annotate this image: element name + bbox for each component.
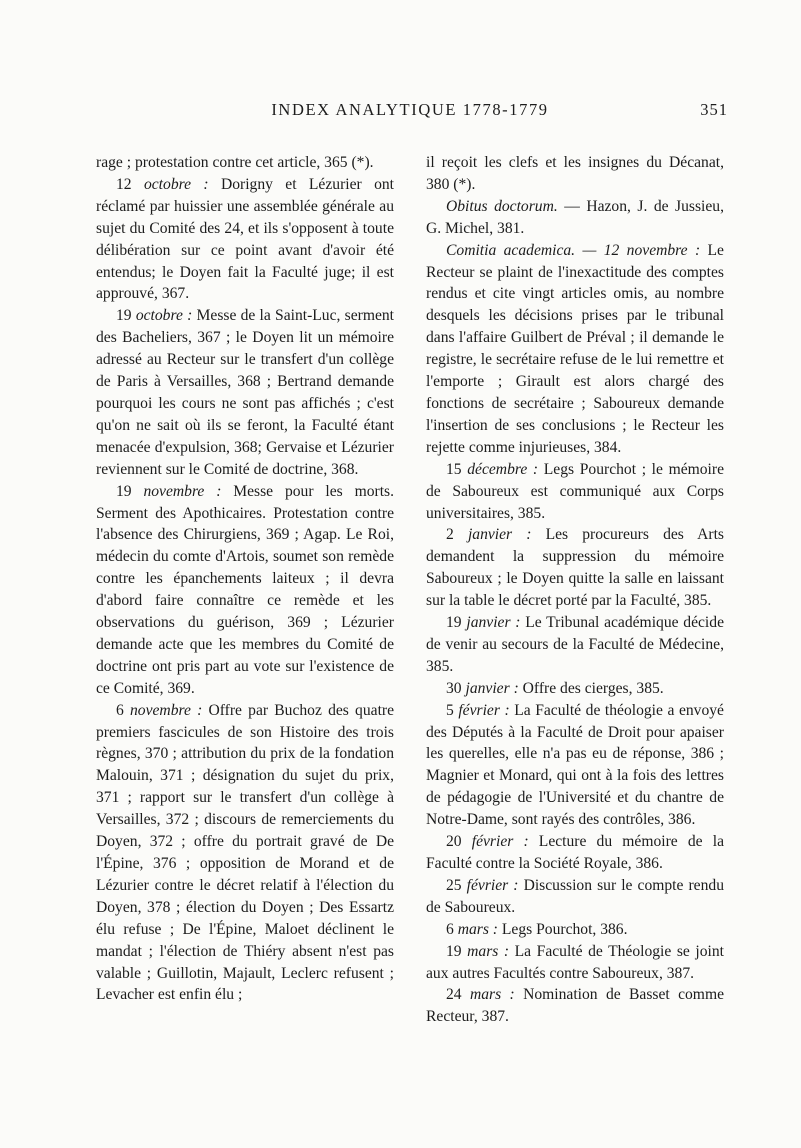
entry-date: octobre : <box>135 307 193 325</box>
entry-date: février : <box>466 876 519 894</box>
left-column <box>96 152 394 1006</box>
index-entry: 19 janvier : Le Tribunal académique décide de venir au secours de la Faculté de Médecine, 385. <box>426 614 724 675</box>
entry-date: mars : <box>457 920 498 938</box>
index-entry: rage ; protestation contre cet article, 365 (*). <box>96 154 374 171</box>
entry-date: novembre : <box>130 701 203 719</box>
index-entry: 12 octobre : Dorigny et Lézurier ont réclamé par huissier une assemblée générale au sujet du Comité des 24, et ils s'opposent à toute délibération sur ce point avant d'avoir été entendus; le Doyen fait la Faculté juge; il est approuvé, 367. <box>96 175 394 303</box>
index-entry: il reçoit les clefs et les insignes du Décanat, 380 (*). <box>426 154 724 193</box>
index-entry: 30 janvier : Offre des cierges, 385. <box>446 679 664 697</box>
index-entry: 5 février : La Faculté de théologie a envoyé des Députés à la Faculté de Droit pour apaiser les querelles, elle n'a pas eu de réponse, 386 ; Magnier et Monard, qui ont à la fois des lettres de pédagogie de l'Université et du chantre de Notre-Dame, sont rayés des contrôles, 386. <box>426 701 724 829</box>
running-header <box>92 100 728 130</box>
index-entry: 6 mars : Legs Pourchot, 386. <box>446 920 628 938</box>
entry-date: octobre : <box>143 175 209 193</box>
entry-date: novembre : <box>143 482 222 500</box>
entry-date: janvier : <box>465 679 519 697</box>
index-entry: 20 février : Lecture du mémoire de la Faculté contre la Société Royale, 386. <box>426 833 724 872</box>
entry-date: mars : <box>469 986 515 1004</box>
index-entry: 15 décembre : Legs Pourchot ; le mémoire de Saboureux est communiqué aux Corps universitaires, 385. <box>426 460 724 522</box>
index-entry: 25 février : Discussion sur le compte rendu de Saboureux. <box>426 876 724 916</box>
entry-date: février : <box>458 701 510 719</box>
index-entry: 19 mars : La Faculté de Théologie se joint aux autres Facultés contre Saboureux, 387. <box>426 942 724 982</box>
entry-date: février : <box>471 833 529 851</box>
index-entry: 19 octobre : Messe de la Saint-Luc, serment des Bacheliers, 367 ; le Doyen lit un mémoire adressé au Recteur sur le transfert d'un collège de Paris à Versailles, 368 ; Bertrand demande pourquoi les cours ne sont pas affichés ; c'est qu'on ne sait où ils se feront, la Faculté étant menacée d'expulsion, 368; Gervaise et Lézurier reviennent sur le Comité de doctrine, 368. <box>96 307 395 478</box>
index-entry: Obitus doctorum. — Hazon, J. de Jussieu, G. Michel, 381. <box>426 197 724 237</box>
entry-date: janvier : <box>466 614 521 632</box>
entry-date: janvier : <box>467 526 532 544</box>
index-entry: 6 novembre : Offre par Buchoz des quatre premiers fascicules de son Histoire des trois règnes, 370 ; attribution du prix de la fondation Malouin, 371 ; désignation du sujet du prix, 371 ; rapport sur le transfert d'un collège à Versailles, 372 ; discours de remerciements du Doyen, 372 ; offre du portrait gravé de De l'Épine, 376 ; opposition de Morand et de Lézurier contre le décret relatif à l'élection du Doyen, 378 ; élection du Doyen ; Des Essartz élu refuse ; De l'Épine, Maloet déclinent le mandat ; l'élection de Thiéry absent n'est pas valable ; Guillotin, Majault, Leclerc refusent ; Levacher est enfin élu ; <box>96 701 395 1004</box>
entry-heading: Comitia academica. — 12 novembre : <box>446 241 701 259</box>
index-entry: 24 mars : Nomination de Basset comme Recteur, 387. <box>426 986 724 1026</box>
index-entry: 2 janvier : Les procureurs des Arts demandent la suppression du mémoire Saboureux ; le Doyen quitte la salle en laissant sur la table le décret porté par la Faculté, 385. <box>426 526 724 610</box>
index-entry: 19 novembre : Messe pour les morts. Serment des Apothicaires. Protestation contre l'absence des Chirurgiens, 369 ; Agap. Le Roi, médecin du comte d'Artois, soumet son remède contre les épanchements laiteux ; il devra d'abord faire connaître ce remède et les observations du guérison, 369 ; Lézurier demande acte que les membres du Comité de doctrine ont pris part au vote sur l'existence de ce Comité, 369. <box>96 482 394 697</box>
entry-heading: Obitus doctorum. <box>446 197 558 215</box>
entry-date: mars : <box>467 942 510 960</box>
index-entry: Comitia academica. — 12 novembre : Le Recteur se plaint de l'inexactitude des comptes rendus et cite vingt articles omis, au nombre desquels les décisions prises par le tribunal dans l'affaire Guilbert de Préval ; il demande le registre, le secrétaire refuse de le lui remettre et l'emporte ; Girault est alors chargé des fonctions de secrétaire ; Saboureux demande l'insertion de ses conclusions ; le Recteur les rejette comme injurieuses, 384. <box>426 241 724 456</box>
right-column <box>426 152 724 1028</box>
entry-date: décembre : <box>467 460 539 478</box>
page-title: INDEX ANALYTIQUE 1778-1779 <box>271 100 549 119</box>
page-number: 351 <box>700 100 728 119</box>
